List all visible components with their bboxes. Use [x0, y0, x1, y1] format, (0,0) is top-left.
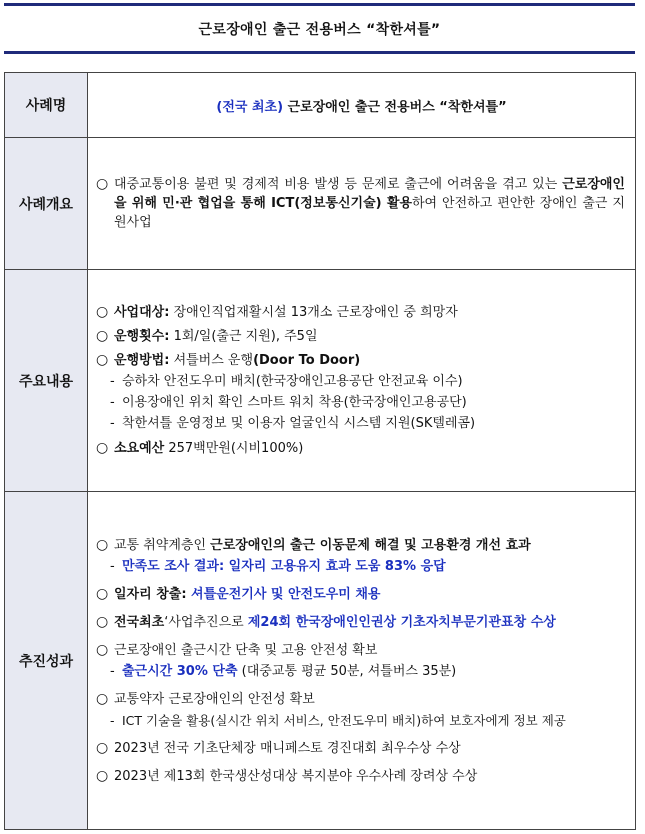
result-4-sub-blue: 출근시간 30% 단축: [122, 663, 238, 679]
result-4-text: 근로장애인 출근시간 단축 및 고용 안전성 확보: [114, 642, 378, 658]
overview-text-2: 하여 안전하고 편안한 장애인 출근 지원사업: [114, 196, 625, 230]
result-2-value: 셔틀운전기사 및 안전도우미 채용: [186, 586, 381, 602]
result-5-sub-text: ICT 기술을 활용(실시간 위치 서비스, 안전도우미 배치)하여 보호자에게 정보 제공: [122, 712, 566, 728]
row-content: [5, 270, 636, 492]
method-sub-text: 이용장애인 위치 확인 스마트 워치 착용(한국장애인고용공단): [122, 395, 467, 410]
circle-bullet-icon: ○: [96, 304, 109, 320]
case-table: [4, 72, 636, 830]
row-overview: [5, 138, 636, 270]
circle-bullet-icon: ○: [96, 440, 109, 456]
content-method: [96, 351, 625, 370]
result-2-label: 일자리 창출:: [114, 586, 187, 602]
budget-label: 소요예산: [114, 441, 165, 456]
method-sub-text: 승하차 안전도우미 배치(한국장애인고용공단 안전교육 이수): [122, 374, 463, 389]
label-overview: 사례개요: [5, 138, 88, 270]
result-1-text: 교통 취약계층인: [114, 537, 211, 553]
overview-line: [96, 175, 625, 232]
result-3-bold: 전국최초: [114, 614, 165, 630]
circle-bullet-icon: ○: [96, 613, 109, 630]
content-budget: [96, 439, 625, 458]
dash-icon: -: [110, 663, 115, 679]
budget-value: 257백만원(시비100%): [164, 441, 304, 456]
circle-bullet-icon: ○: [96, 176, 109, 192]
content-target: [96, 303, 625, 322]
title-banner: [4, 3, 635, 54]
result-1-sub: [96, 557, 625, 576]
circle-bullet-icon: ○: [96, 328, 109, 344]
dash-icon: -: [110, 558, 115, 574]
case-name-text: 근로장애인 출근 전용버스 “착한셔틀”: [283, 99, 507, 115]
content-frequency: [96, 327, 625, 346]
result-6-text: 2023년 전국 기초단체장 매니페스토 경진대회 최우수상 수상: [114, 740, 461, 756]
circle-bullet-icon: ○: [96, 352, 109, 368]
label-results: 추진성과: [5, 492, 88, 830]
result-1-sub-text: 만족도 조사 결과: 일자리 고용유지 효과 도움 83% 응답: [122, 558, 446, 574]
label-content: 주요내용: [5, 270, 88, 492]
result-4-sub: [96, 662, 625, 681]
target-value: 장애인직업재활시설 13개소 근로장애인 중 희망자: [169, 305, 458, 320]
dash-icon: -: [110, 416, 115, 431]
result-6: [96, 739, 625, 758]
target-label: 사업대상:: [114, 305, 170, 320]
result-1: [96, 536, 625, 555]
result-3-text: ‘사업추진으로: [164, 614, 248, 630]
result-5-sub: [96, 711, 625, 730]
method-value: 셔틀버스 운행: [169, 353, 254, 368]
result-7: [96, 767, 625, 786]
result-5-text: 교통약자 근로장애인의 안전성 확보: [114, 691, 315, 707]
result-3-award: 제24회 한국장애인인권상 기초자치부문기관표창 수상: [247, 614, 556, 630]
frequency-label: 운행횟수:: [114, 329, 170, 344]
method-sub-item: [96, 393, 625, 412]
result-7-text: 2023년 제13회 한국생산성대상 복지분야 우수사례 장려상 수상: [114, 768, 478, 784]
case-name-cell: [88, 73, 636, 138]
circle-bullet-icon: ○: [96, 536, 109, 553]
circle-bullet-icon: ○: [96, 739, 109, 756]
result-5: [96, 690, 625, 709]
result-2: [96, 585, 625, 604]
label-case-name: 사례명: [5, 73, 88, 138]
circle-bullet-icon: ○: [96, 767, 109, 784]
circle-bullet-icon: ○: [96, 690, 109, 707]
document-title: 근로장애인 출근 전용버스 “착한셔틀”: [198, 22, 441, 38]
overview-text-1: 대중교통이용 불편 및 경제적 비용 발생 등 문제로 출근에 어려움을 겪고 있는: [114, 177, 563, 192]
dash-icon: -: [110, 374, 115, 389]
case-name-prefix: (전국 최초): [216, 99, 284, 115]
result-3: [96, 613, 625, 632]
overview-text-bold: 근로장애인을 위해 민·관 협업을 통해 ICT(정보통신기술) 활용: [114, 177, 625, 211]
dash-icon: -: [110, 712, 115, 728]
row-results: [5, 492, 636, 830]
overview-cell: [88, 138, 636, 270]
results-cell: [88, 492, 636, 830]
content-cell: [88, 270, 636, 492]
title-rule-bottom: [4, 51, 635, 54]
result-4-sub-text: (대중교통 평균 50분, 셔틀버스 35분): [237, 663, 457, 679]
result-1-bold: 근로장애인의 출근 이동문제 해결 및 고용환경 개선 효과: [210, 537, 531, 553]
result-4: [96, 641, 625, 660]
method-sub-text: 착한셔틀 운영정보 및 이용자 얼굴인식 시스템 지원(SK텔레콤): [122, 416, 476, 431]
dash-icon: -: [110, 395, 115, 410]
method-value-bold: (Door To Door): [253, 353, 361, 368]
circle-bullet-icon: ○: [96, 585, 109, 602]
title-rule-top: [4, 3, 635, 6]
circle-bullet-icon: ○: [96, 641, 109, 658]
frequency-value: 1회/일(출근 지원), 주5일: [169, 329, 318, 344]
method-label: 운행방법:: [114, 353, 170, 368]
method-sub-item: [96, 372, 625, 391]
method-sub-item: [96, 414, 625, 433]
row-case-name: [5, 73, 636, 138]
